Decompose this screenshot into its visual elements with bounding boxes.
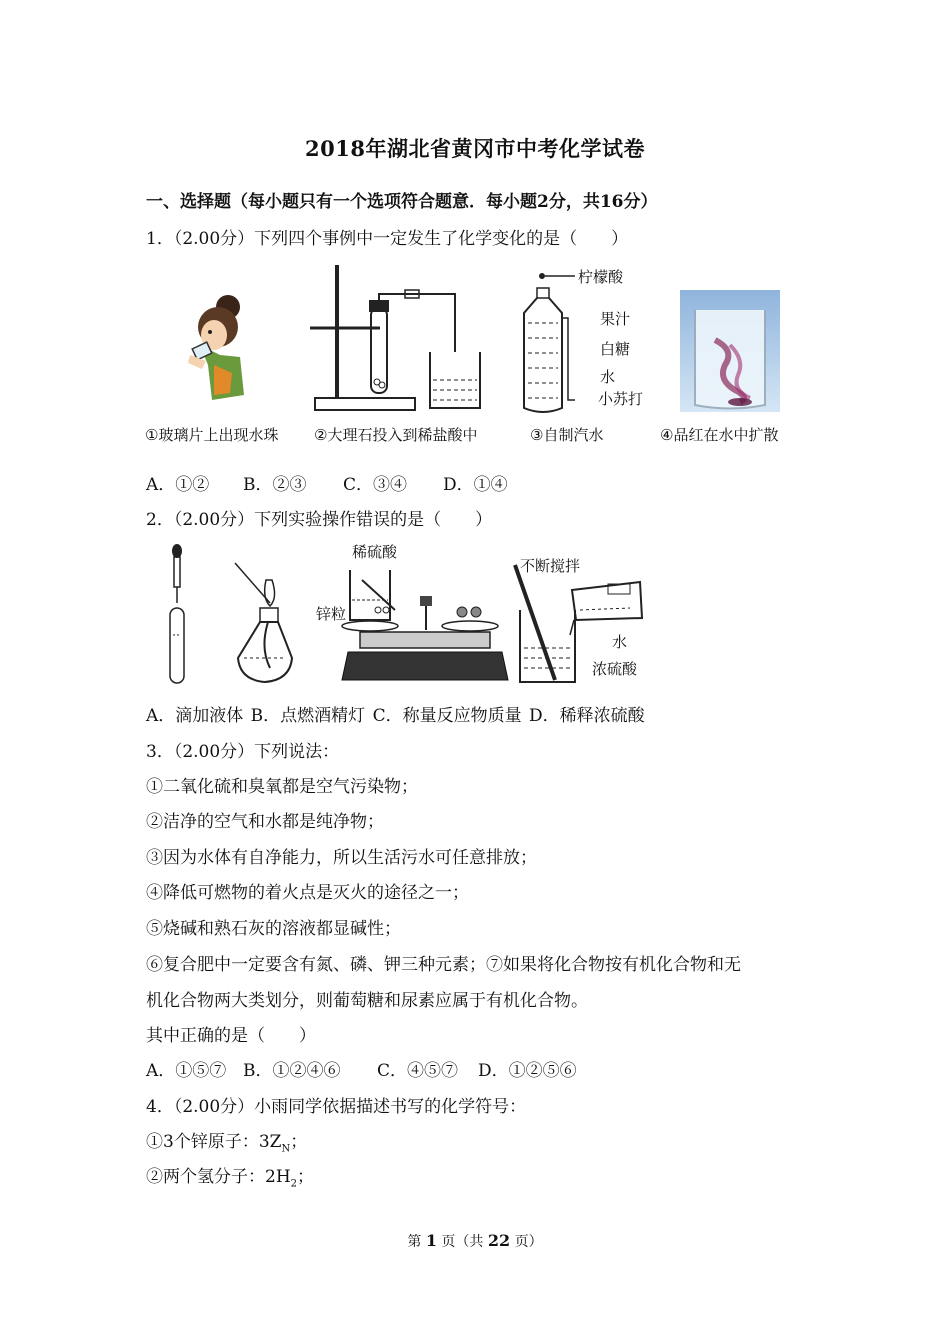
q4-item-2: ②两个氢分子：$2H_2$；	[146, 1167, 315, 1190]
q3-item: ⑥复合肥中一定要含有氮、磷、钾三种元素；⑦如果将化合物按有机化合物和无	[146, 955, 741, 975]
q2-figure-dropper	[165, 543, 195, 688]
q3-option-d: D．①②⑤⑥	[478, 1061, 577, 1081]
q3-stem: 3．（2.00分）下列说法：	[146, 742, 340, 762]
q4-stem: 4．（2.00分）小雨同学依据描述书写的化学符号：	[146, 1097, 527, 1117]
bottle-label-2: 果汁	[600, 310, 631, 328]
q2-stem: 2．（2.00分）下列实验操作错误的是（ ）	[146, 510, 493, 530]
q3-prompt: 其中正确的是（ ）	[146, 1026, 316, 1046]
q1-figure-bottle	[520, 268, 580, 418]
q3-item: ②洁净的空气和水都是纯净物；	[146, 812, 384, 832]
bottle-label-3: 白糖	[600, 340, 631, 358]
page-footer: 第 1 页（共 22 页）	[407, 1231, 543, 1250]
q2-label-water: 水	[612, 633, 628, 651]
q1-option-a: A．①②	[146, 475, 210, 495]
bottle-label-4: 水	[600, 368, 616, 386]
q4-item-1: ①3个锌原子：$3Z_N$；	[146, 1132, 308, 1155]
q2-options: A．滴加液体 B．点燃酒精灯 C．称量反应物质量 D．稀释浓硫酸	[146, 706, 645, 726]
q3-item: ⑤烧碱和熟石灰的溶液都显碱性；	[146, 919, 401, 939]
q2-figure-alcohol-lamp	[230, 558, 300, 688]
q3-item: ③因为水体有自净能力，所以生活污水可任意排放；	[146, 848, 537, 868]
section-heading: 一、选择题（每小题只有一个选项符合题意．每小题2分，共16分）	[146, 192, 658, 212]
q2-label-stir: 不断搅拌	[520, 557, 581, 575]
q2-label-conc-acid: 浓硫酸	[592, 660, 638, 678]
bottle-label-1: 柠檬酸	[578, 268, 624, 286]
q2-label-zinc: 锌粒	[316, 605, 347, 623]
q1-stem: 1．（2.00分）下列四个事例中一定发生了化学变化的是（ ）	[146, 229, 629, 249]
q1-caption-4: ④品红在水中扩散	[660, 426, 779, 444]
bottle-label-5: 小苏打	[598, 390, 644, 408]
q1-caption-1: ①玻璃片上出现水珠	[145, 426, 279, 444]
q3-option-c: C．④⑤⑦	[377, 1061, 459, 1081]
q3-item: 机化合物两大类划分，则葡萄糖和尿素应属于有机化合物。	[146, 991, 588, 1011]
q3-option-b: B．①②④⑥	[243, 1061, 341, 1081]
q3-item: ①二氧化硫和臭氧都是空气污染物；	[146, 777, 418, 797]
q2-figure-balance	[340, 560, 510, 688]
q1-figure-girl	[180, 285, 260, 415]
q1-caption-2: ②大理石投入到稀盐酸中	[314, 426, 478, 444]
q1-option-d: D．①④	[443, 475, 508, 495]
q1-figure-beaker-photo	[680, 290, 780, 412]
q1-option-b: B．②③	[243, 475, 307, 495]
q1-figure-apparatus	[305, 260, 495, 415]
q3-option-a: A．①⑤⑦	[146, 1061, 227, 1081]
q3-item: ④降低可燃物的着火点是灭火的途径之一；	[146, 883, 469, 903]
q1-caption-3: ③自制汽水	[530, 426, 604, 444]
page-title: 2018年湖北省黄冈市中考化学试卷	[305, 136, 645, 161]
q1-option-c: C．③④	[343, 475, 408, 495]
q2-label-dilute-acid: 稀硫酸	[352, 543, 398, 561]
